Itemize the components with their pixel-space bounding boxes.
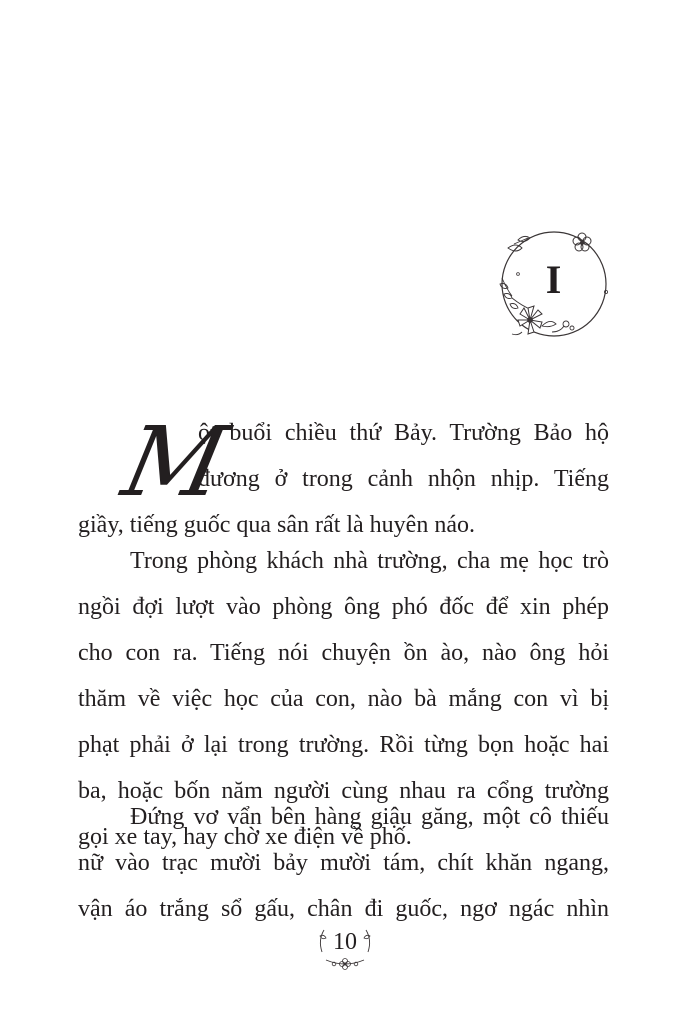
text-line: Trong phòng khách nhà trường, cha mẹ học trò [130,548,609,574]
text-line: ngồi đợi lượt vào phòng ông phó đốc để xin phép [78,594,609,620]
page-footer [310,922,380,972]
text-line: ột buổi chiều thứ Bảy. Trường Bảo hộ [198,420,609,446]
chapter-heading [492,222,616,346]
text-line: đương ở trong cảnh nhộn nhịp. Tiếng [198,466,609,492]
chapter-numeral: I [545,257,563,302]
paragraph-3 [78,794,609,932]
drop-cap: M [114,406,237,518]
text-line: thăm về việc học của con, nào bà mắng con vì bị [78,686,609,712]
text-line: ba, hoặc bốn năm người cùng nhau ra cổng trường [78,778,609,804]
text-line: gọi xe tay, hay chờ xe điện về phố. [78,824,412,850]
text-line: nữ vào trạc mười bảy mười tám, chít khăn ngang, [78,850,609,876]
text-line: vận áo trắng sổ gấu, chân đi guốc, ngơ ngác nhìn [78,896,609,922]
page-number: 10 [333,929,357,955]
paragraph-1 [78,406,609,548]
text-line: cho con ra. Tiếng nói chuyện ồn ào, nào ông hỏi [78,640,609,666]
text-line: phạt phải ở lại trong trường. Rồi từng bọn hoặc hai [78,732,609,758]
text-line: Đứng vơ vẩn bên hàng giậu găng, một cô thiếu [130,804,609,830]
text-line: giầy, tiếng guốc qua sân rất là huyên náo. [78,512,475,538]
